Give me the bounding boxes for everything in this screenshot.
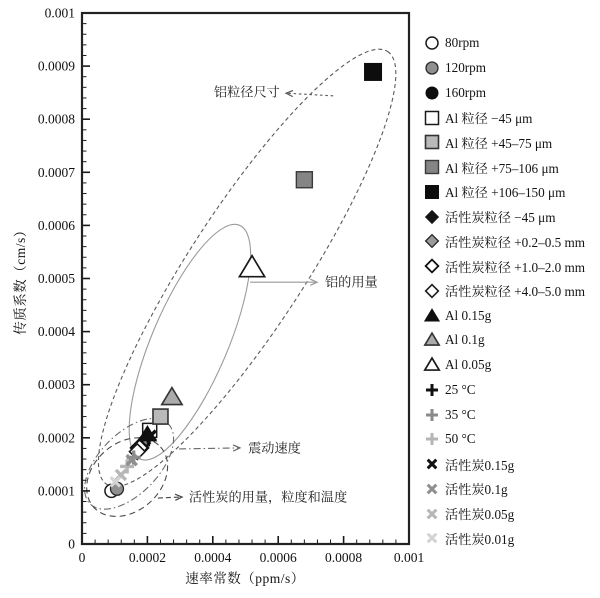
legend-marker-glyph-4 (426, 136, 439, 149)
y-tick-label: 0.0001 (37, 483, 75, 499)
x-tick-label: 0.0002 (128, 550, 166, 565)
x-tick-label: 0 (78, 550, 86, 565)
legend-marker-glyph-9 (426, 260, 439, 273)
legend-label: 活性炭粒径 +4.0–5.0 mm (445, 284, 586, 300)
legend-item-3 (422, 105, 585, 130)
legend-marker-diamond (422, 207, 442, 227)
annotation-arrow-3 (158, 497, 182, 498)
legend-marker-glyph-17 (428, 460, 437, 469)
legend-label: 活性炭0.05g (445, 507, 515, 523)
legend-item-4 (422, 130, 585, 155)
legend-item-19 (422, 501, 585, 526)
legend-marker-x (422, 504, 442, 524)
legend-label: 80rpm (445, 35, 480, 51)
legend-marker-square (422, 157, 442, 177)
legend-marker-diamond (422, 281, 442, 301)
legend-label: Al 0.15g (445, 307, 492, 323)
legend-marker-plus (422, 380, 442, 400)
legend-marker-diamond (422, 256, 442, 276)
legend-marker-glyph-12 (425, 333, 439, 345)
legend-label: 25 °C (445, 381, 476, 397)
legend-item-11 (422, 303, 585, 328)
legend-label: 活性炭粒径 +0.2–0.5 mm (445, 234, 586, 250)
legend-label: 50 °C (445, 431, 476, 447)
y-tick-label: 0.0002 (37, 430, 75, 446)
legend-item-6 (422, 180, 585, 205)
legend-marker-glyph-6 (426, 185, 439, 198)
legend-marker-diamond (422, 231, 442, 251)
annotation-label-1: 铝的用量 (324, 274, 378, 290)
y-tick-label: 0.0006 (37, 217, 75, 233)
legend-item-1 (422, 56, 585, 81)
legend-label: Al 0.05g (445, 357, 492, 373)
y-tick-label: 0.0005 (37, 271, 75, 286)
ellipse-al-amount-group (105, 210, 274, 474)
legend-item-15 (422, 402, 585, 427)
data-point-4 (153, 409, 168, 424)
legend-marker-x (422, 479, 442, 499)
legend-marker-glyph-15 (426, 409, 438, 421)
legend-marker-circle (422, 58, 442, 78)
x-tick-label: 0.001 (393, 550, 425, 565)
annotation-label-0: 铝粒径尺寸 (213, 84, 280, 100)
legend-marker-glyph-14 (426, 384, 438, 396)
annotation-arrow-0 (286, 93, 333, 96)
legend-marker-glyph-3 (426, 111, 439, 124)
legend-marker-square (422, 132, 442, 152)
legend-marker-glyph-20 (428, 534, 437, 543)
annotation-arrow-2 (179, 448, 240, 449)
y-axis-title: 传质系数（cm/s） (13, 223, 28, 335)
legend-marker-x (422, 454, 442, 474)
y-tick-label: 0.0004 (37, 324, 75, 340)
legend-item-17 (422, 452, 585, 477)
y-tick-label: 0.0007 (37, 164, 75, 180)
y-tick-label: 0 (68, 536, 75, 552)
legend-item-12 (422, 328, 585, 353)
legend-marker-glyph-0 (426, 37, 438, 49)
legend-marker-glyph-10 (426, 285, 439, 298)
legend-label: 活性炭0.1g (445, 482, 508, 498)
legend-item-14 (422, 378, 585, 403)
legend-marker-circle (422, 33, 442, 53)
legend-label: Al 粒径 +106–150 μm (445, 185, 566, 201)
y-tick-label: 0.0003 (37, 377, 75, 393)
legend-label: 160rpm (445, 84, 487, 100)
legend-marker-glyph-2 (426, 87, 438, 99)
legend-marker-glyph-18 (428, 485, 437, 494)
legend-marker-glyph-5 (426, 161, 439, 174)
legend-label: Al 粒径 −45 μm (445, 111, 533, 127)
legend-marker-plus (422, 405, 442, 425)
data-point-6 (365, 63, 382, 80)
legend-label: 120rpm (445, 60, 487, 76)
y-tick-label: 0.0009 (37, 58, 75, 74)
data-point-12 (162, 388, 182, 405)
legend-item-16 (422, 427, 585, 452)
y-tick-label: 0.0008 (37, 111, 75, 127)
legend-marker-x (422, 528, 442, 548)
annotation-label-3: 活性炭的用量，粒度和温度 (188, 489, 348, 505)
legend-item-20 (422, 526, 585, 551)
legend-marker-square (422, 108, 442, 128)
legend-item-7 (422, 204, 585, 229)
legend-marker-glyph-16 (426, 433, 438, 445)
legend-label: 35 °C (445, 406, 476, 422)
legend-marker-triangle (422, 306, 442, 326)
x-tick-label: 0.0004 (194, 550, 232, 565)
legend-label: Al 0.1g (445, 332, 485, 348)
legend-item-9 (422, 254, 585, 279)
data-point-5 (296, 172, 312, 188)
legend-label: Al 粒径 +45–75 μm (445, 135, 553, 151)
y-tick-label: 0.001 (44, 5, 75, 21)
legend-marker-glyph-11 (425, 309, 439, 321)
legend-item-5 (422, 155, 585, 180)
legend-item-10 (422, 279, 585, 304)
legend-marker-glyph-1 (426, 62, 438, 74)
legend-marker-plus (422, 429, 442, 449)
legend-marker-glyph-19 (428, 509, 437, 518)
x-tick-label: 0.0006 (259, 550, 297, 565)
legend-item-18 (422, 477, 585, 502)
legend-label: 活性炭0.15g (445, 457, 515, 473)
x-tick-label: 0.0008 (325, 550, 363, 565)
legend-label: Al 粒径 +75–106 μm (445, 160, 559, 176)
x-axis-title: 速率常数（ppm/s） (185, 571, 305, 586)
legend-item-2 (422, 81, 585, 106)
legend-marker-triangle (422, 355, 442, 375)
data-point-13 (239, 256, 264, 277)
legend-marker-circle (422, 83, 442, 103)
legend-label: 活性炭粒径 +1.0–2.0 mm (445, 259, 586, 275)
legend-item-8 (422, 229, 585, 254)
legend-marker-glyph-8 (426, 235, 439, 248)
chart-legend (422, 31, 585, 551)
legend-marker-triangle (422, 330, 442, 350)
legend-marker-glyph-13 (425, 358, 439, 370)
legend-item-13 (422, 353, 585, 378)
legend-label: 活性炭粒径 −45 μm (445, 210, 556, 226)
legend-marker-glyph-7 (426, 210, 439, 223)
legend-marker-square (422, 182, 442, 202)
legend-label: 活性炭0.01g (445, 531, 515, 547)
legend-item-0 (422, 31, 585, 56)
annotation-label-2: 震动速度 (248, 440, 301, 456)
